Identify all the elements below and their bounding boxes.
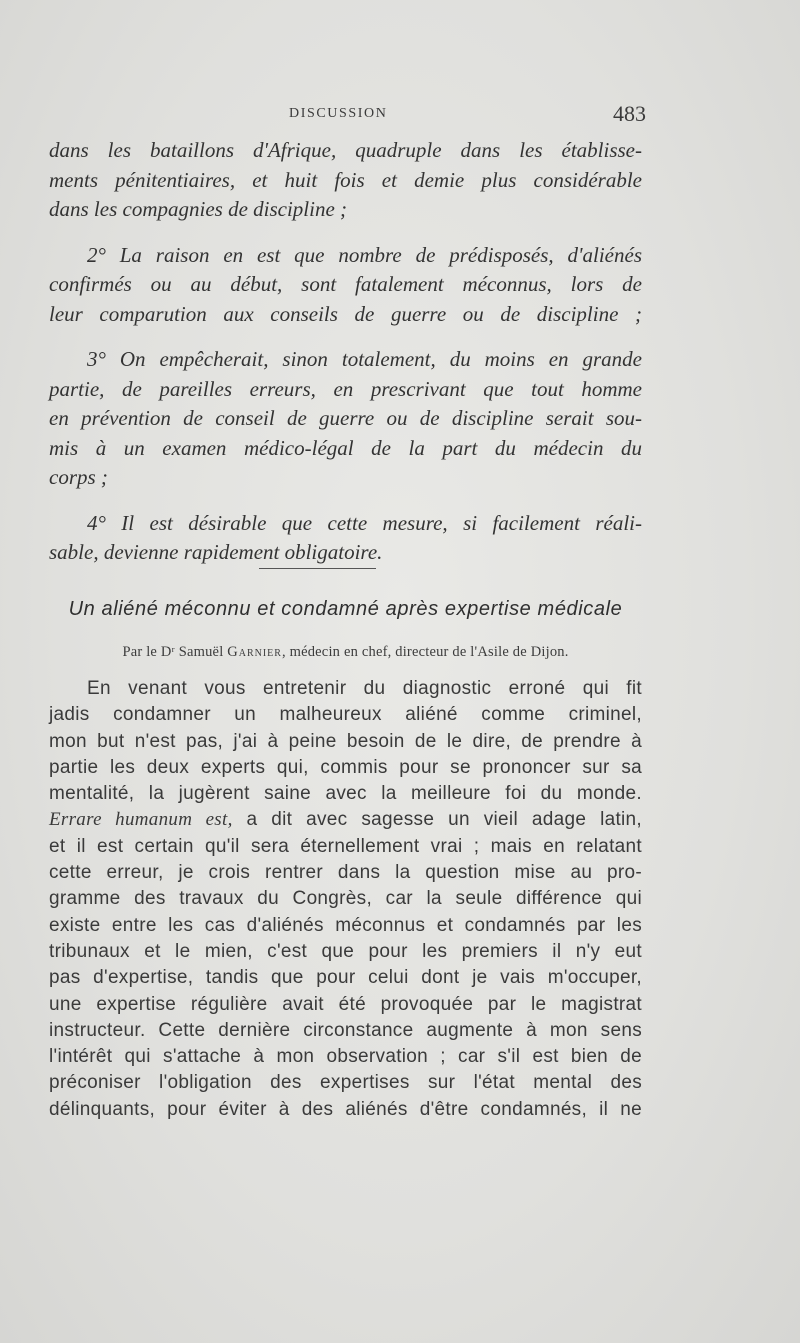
intro-paragraph-4 bbox=[49, 509, 642, 568]
text-line: instructeur. Cette dernière circonstance augmente à mon sens bbox=[49, 1019, 642, 1041]
text-line: cette erreur, je crois rentrer dans la question mise au pro- bbox=[49, 862, 642, 884]
text-line: jadis condamner un malheureux aliéné comme criminel, bbox=[49, 704, 642, 726]
intro-paragraph-3 bbox=[49, 345, 642, 493]
text-line-rest: a dit avec sagesse un vieil adage latin, bbox=[232, 809, 643, 831]
text-line: existe entre les cas d'aliénés méconnus et condamnés par les bbox=[49, 914, 642, 936]
text-line: l'intérêt qui s'attache à mon observation ; car s'il est bien de bbox=[49, 1046, 642, 1068]
text-line: leur comparution aux conseils de guerre ou de discipline ; bbox=[49, 301, 642, 326]
text-line: ments pénitentiaires, et huit fois et demie plus considérable bbox=[49, 167, 642, 192]
text-line: mon but n'est pas, j'ai à peine besoin de le dire, de prendre à bbox=[49, 730, 642, 752]
text-line: mis à un examen médico-légal de la part du médecin du bbox=[49, 435, 642, 460]
intro-conclusions bbox=[49, 136, 642, 568]
text-line: et il est certain qu'il sera éternellement vrai ; mais en relatant bbox=[49, 835, 642, 857]
text-line: en prévention de conseil de guerre ou de discipline serait sou- bbox=[49, 406, 642, 430]
text-line: En venant vous entretenir du diagnostic erroné qui fit bbox=[87, 678, 642, 699]
text-line: dans les compagnies de discipline ; bbox=[49, 197, 348, 221]
text-line: tribunaux et le mien, c'est que pour les premiers il n'y eut bbox=[49, 940, 642, 962]
latin-phrase: Errare humanum est, bbox=[49, 809, 233, 831]
text-line: 2° La raison en est que nombre de prédisposés, d'aliénés bbox=[87, 242, 642, 267]
text-line: partie, de pareilles erreurs, en prescrivant que tout homme bbox=[49, 376, 642, 401]
section-divider bbox=[259, 568, 376, 569]
page-number: 483 bbox=[613, 101, 646, 126]
intro-paragraph-2 bbox=[49, 241, 642, 330]
text-line: 4° Il est désirable que cette mesure, si facilement réali- bbox=[87, 510, 642, 535]
text-line: partie les deux experts qui, commis pour se prononcer sur sa bbox=[49, 756, 642, 778]
byline bbox=[49, 644, 642, 661]
article-title: Un aliéné méconnu et condamné après expertise médicale bbox=[68, 598, 623, 620]
intro-paragraph-1 bbox=[49, 136, 642, 225]
article-body bbox=[49, 676, 642, 1123]
text-line: préconiser l'obligation des expertises sur l'état mental des bbox=[49, 1072, 642, 1094]
byline-prefix: Par le Dʳ Samuël bbox=[122, 644, 228, 660]
text-line-with-latin bbox=[49, 807, 642, 833]
text-line: 3° On empêcherait, sinon totalement, du moins en grande bbox=[87, 347, 642, 371]
text-line: sable, devienne rapidement obligatoire. bbox=[49, 540, 383, 564]
running-head: DISCUSSION bbox=[289, 106, 388, 121]
text-line: délinquants, pour éviter à des aliénés d'être condamnés, il ne bbox=[49, 1098, 642, 1120]
page-header bbox=[0, 98, 800, 138]
text-line: gramme des travaux du Congrès, car la seule différence qui bbox=[49, 888, 642, 910]
text-line: pas d'expertise, tandis que pour celui dont je vais m'occuper, bbox=[49, 967, 642, 989]
byline-suffix: , médecin en chef, directeur de l'Asile de Dijon. bbox=[281, 644, 569, 660]
text-line: une expertise régulière avait été provoquée par le magistrat bbox=[49, 993, 642, 1015]
text-line: corps ; bbox=[49, 465, 108, 489]
text-line: dans les bataillons d'Afrique, quadruple dans les établisse- bbox=[49, 138, 642, 162]
text-line: mentalité, la jugèrent saine avec la meilleure foi du monde. bbox=[49, 783, 642, 805]
text-line: confirmés ou au début, sont fatalement méconnus, lors de bbox=[49, 272, 642, 296]
author-name: Garnier bbox=[227, 644, 282, 660]
